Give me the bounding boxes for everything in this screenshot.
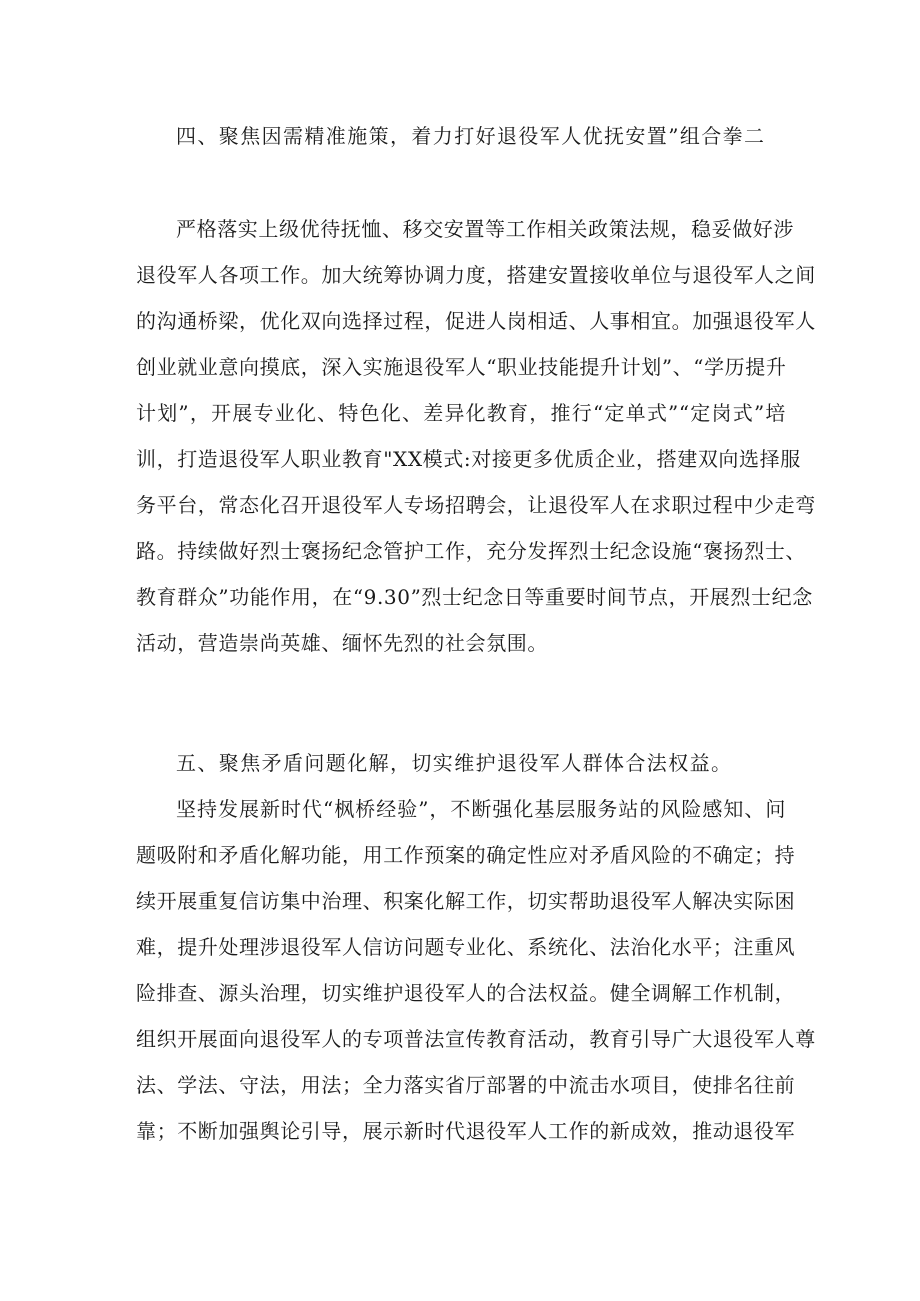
section-4-line-3: 的沟通桥梁，优化双向选择过程，促进人岗相适、人事相宜。加强退役军人	[136, 309, 816, 333]
section-4-line-2: 退役军人各项工作。加大统筹协调力度，搭建安置接收单位与退役军人之间	[136, 263, 816, 287]
section-4-heading: 四、聚焦因需精准施策，着力打好退役军人优抚安置”组合拳二	[176, 124, 766, 148]
section-5-line-3: 续开展重复信访集中治理、积案化解工作，切实帮助退役军人解决实际困	[136, 889, 796, 913]
section-4-line-5: 计划”，开展专业化、特色化、差异化教育，推行“定单式”“定岗式”培	[136, 401, 786, 425]
section-5-line-4: 难，提升处理涉退役军人信访问题专业化、系统化、法治化水平；注重风	[136, 935, 796, 959]
section-5-line-7: 法、学法、守法，用法；全力落实省厅部署的中流击水项目，使排名往前	[136, 1073, 796, 1097]
section-5-heading: 五、聚焦矛盾问题化解，切实维护退役军人群体合法权益。	[176, 751, 733, 775]
section-4-line-10: 活动，营造崇尚英雄、缅怀先烈的社会氛围。	[136, 631, 548, 655]
section-4-line-8: 路。持续做好烈士褒扬纪念管护工作，充分发挥烈士纪念设施“褒扬烈士、	[136, 539, 807, 563]
section-5-line-5: 险排查、源头治理，切实维护退役军人的合法权益。健全调解工作机制，	[136, 981, 796, 1005]
section-4-line-7: 务平台，常态化召开退役军人专场招聘会，让退役军人在求职过程中少走弯	[136, 493, 816, 517]
section-5-line-1: 坚持发展新时代“枫桥经验”，不断强化基层服务站的风险感知、问	[176, 797, 786, 821]
section-4-line-4: 创业就业意向摸底，深入实施退役军人“职业技能提升计划”、“学历提升	[136, 355, 787, 379]
section-4-line-9: 教育群众”功能作用，在“9.30”烈士纪念日等重要时间节点，开展烈士纪念	[136, 585, 813, 609]
section-5-line-6: 组织开展面向退役军人的专项普法宣传教育活动，教育引导广大退役军人尊	[136, 1027, 816, 1051]
section-5-line-2: 题吸附和矛盾化解功能，用工作预案的确定性应对矛盾风险的不确定；持	[136, 843, 796, 867]
section-4-line-1: 严格落实上级优待抚恤、移交安置等工作相关政策法规，稳妥做好涉	[176, 217, 794, 241]
section-4-line-6: 训，打造退役军人职业教育"XX模式:对接更多优质企业，搭建双向选择服	[136, 447, 801, 471]
section-5-line-8: 靠；不断加强舆论引导，展示新时代退役军人工作的新成效，推动退役军	[136, 1119, 796, 1143]
